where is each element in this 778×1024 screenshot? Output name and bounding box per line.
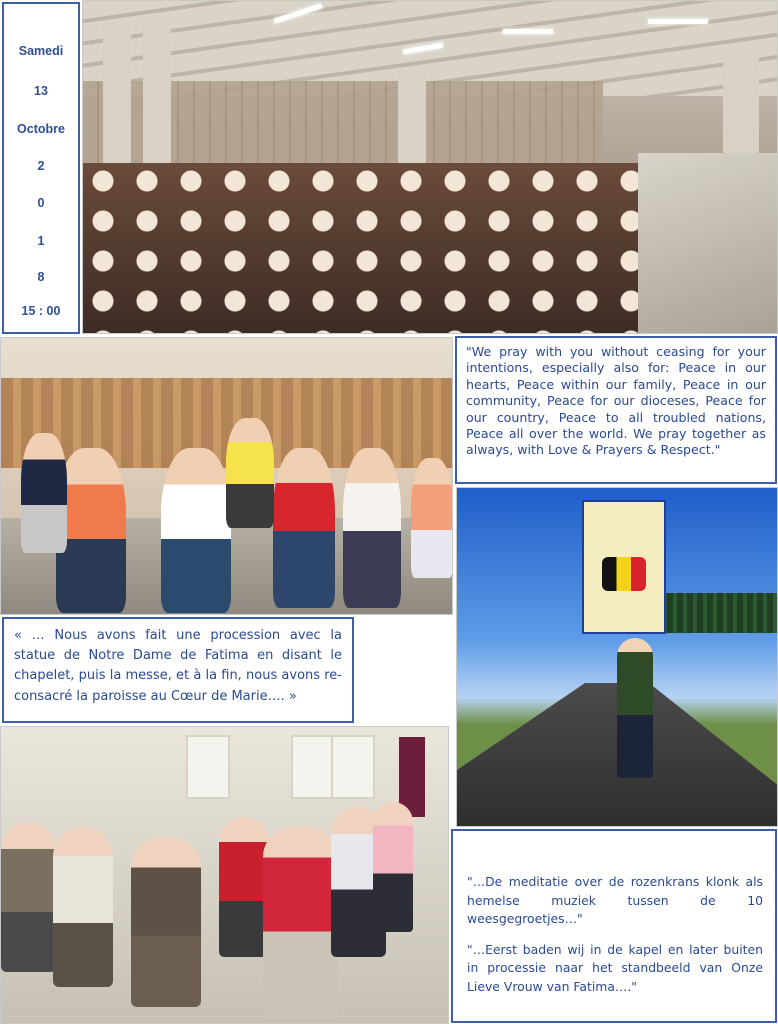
child bbox=[411, 458, 453, 578]
belgium-map-icon bbox=[602, 557, 646, 591]
child bbox=[21, 433, 67, 553]
tree-line bbox=[657, 593, 777, 633]
chapel-window bbox=[291, 735, 335, 799]
child bbox=[226, 418, 274, 528]
congregation bbox=[83, 163, 643, 333]
date-year-digit-4: 8 bbox=[37, 270, 45, 284]
child bbox=[343, 448, 401, 608]
chapel-window bbox=[186, 735, 230, 799]
person-holding-poster bbox=[617, 638, 653, 778]
seniors-chapel-photo bbox=[0, 726, 449, 1024]
child bbox=[273, 448, 335, 608]
date-weekday: Samedi bbox=[18, 44, 64, 58]
child bbox=[161, 448, 231, 613]
date-time: 15 : 00 bbox=[21, 304, 61, 318]
seated-person bbox=[219, 817, 269, 957]
church-interior-photo bbox=[82, 0, 778, 334]
quote-dutch-paragraph-1: "…De meditatie over de rozenkrans klonk als hemelse muziek tussen de 10 weesgegroetjes…" bbox=[467, 874, 763, 927]
ceiling-light bbox=[503, 29, 553, 34]
seated-person bbox=[131, 837, 201, 1007]
seated-person bbox=[1, 822, 56, 972]
fatima-poster bbox=[582, 500, 666, 634]
chapel-window bbox=[331, 735, 375, 799]
quote-french bbox=[2, 617, 354, 723]
seated-person bbox=[263, 827, 338, 1017]
procession-road-photo bbox=[456, 487, 778, 827]
date-year-digit-1: 2 bbox=[37, 159, 45, 173]
quote-dutch-paragraph-2: "…Eerst baden wij in de kapel en later buiten in processie naar het standbeeld van Onze Lieve Vrouw van Fatima…." bbox=[467, 941, 763, 994]
quote-french-text: « … Nous avons fait une procession avec la statue de Notre Dame de Fatima en disant le chapelet, puis la messe, et à la fin, nous avons re-consacré la paroisse au Cœur de Marie…. » bbox=[14, 628, 342, 704]
date-year-digit-2: 0 bbox=[37, 196, 45, 210]
quote-english bbox=[455, 336, 777, 484]
children-seated-photo bbox=[0, 337, 453, 615]
quote-dutch bbox=[451, 829, 777, 1023]
date-year-digit-3: 1 bbox=[37, 234, 45, 248]
date-box bbox=[2, 2, 80, 334]
quote-english-text: "We pray with you without ceasing for your intentions, especially also for: Peace in our hearts, Peace within our family, Peace in our community, Peace for our dioceses, Peace for our country, Peace to all troubled nations, Peace all over the world. We pray together as always, with Love & Prayers & Respect." bbox=[466, 344, 766, 458]
ceiling-light bbox=[648, 19, 708, 24]
date-month: Octobre bbox=[17, 122, 65, 136]
seated-person bbox=[373, 802, 413, 932]
church-aisle bbox=[638, 153, 778, 333]
date-day: 13 bbox=[34, 84, 48, 98]
seated-person bbox=[53, 827, 113, 987]
